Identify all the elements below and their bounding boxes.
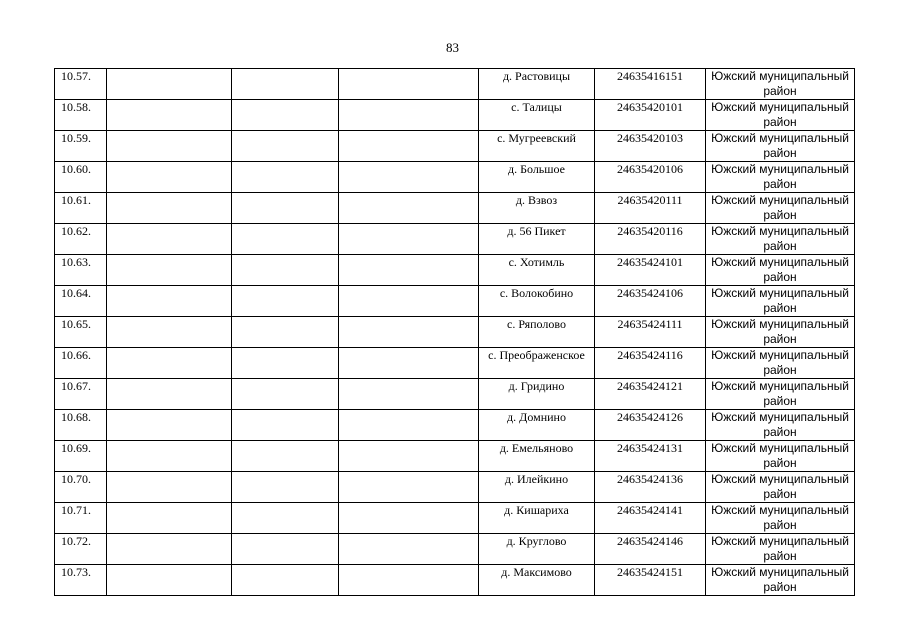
oktmo-code-cell: 24635424131 [595, 441, 706, 472]
district-cell: Южский муниципальный район [706, 193, 855, 224]
district-cell: Южский муниципальный район [706, 379, 855, 410]
table-row [55, 193, 855, 224]
empty-cell [232, 503, 339, 534]
district-cell: Южский муниципальный район [706, 503, 855, 534]
empty-cell [339, 472, 479, 503]
empty-cell [232, 286, 339, 317]
page-number: 83 [446, 40, 459, 55]
oktmo-code-cell: 24635420111 [595, 193, 706, 224]
empty-cell [339, 131, 479, 162]
row-number-cell: 10.63. [55, 255, 107, 286]
district-cell: Южский муниципальный район [706, 441, 855, 472]
empty-cell [232, 162, 339, 193]
settlement-name-cell: с. Преображенское [479, 348, 595, 379]
oktmo-code-cell: 24635420116 [595, 224, 706, 255]
settlement-name-cell: с. Талицы [479, 100, 595, 131]
empty-cell [339, 255, 479, 286]
district-cell: Южский муниципальный район [706, 131, 855, 162]
table-row [55, 131, 855, 162]
oktmo-code-cell: 24635424146 [595, 534, 706, 565]
district-cell: Южский муниципальный район [706, 534, 855, 565]
row-number-cell: 10.68. [55, 410, 107, 441]
empty-cell [339, 348, 479, 379]
empty-cell [232, 472, 339, 503]
oktmo-code-cell: 24635424126 [595, 410, 706, 441]
oktmo-code-cell: 24635416151 [595, 69, 706, 100]
settlement-name-cell: с. Волокобино [479, 286, 595, 317]
empty-cell [339, 441, 479, 472]
empty-cell [232, 348, 339, 379]
table-row [55, 410, 855, 441]
table-row [55, 441, 855, 472]
empty-cell [232, 534, 339, 565]
table-row [55, 100, 855, 131]
row-number-cell: 10.67. [55, 379, 107, 410]
empty-cell [107, 255, 232, 286]
district-cell: Южский муниципальный район [706, 286, 855, 317]
oktmo-code-cell: 24635424141 [595, 503, 706, 534]
row-number-cell: 10.69. [55, 441, 107, 472]
settlement-name-cell: д. Емельяново [479, 441, 595, 472]
empty-cell [107, 100, 232, 131]
table-row [55, 348, 855, 379]
district-cell: Южский муниципальный район [706, 162, 855, 193]
settlement-name-cell: с. Ряполово [479, 317, 595, 348]
oktmo-code-cell: 24635424121 [595, 379, 706, 410]
empty-cell [107, 193, 232, 224]
empty-cell [339, 503, 479, 534]
settlement-name-cell: д. 56 Пикет [479, 224, 595, 255]
empty-cell [107, 348, 232, 379]
table-row [55, 379, 855, 410]
district-cell: Южский муниципальный район [706, 565, 855, 596]
empty-cell [232, 100, 339, 131]
row-number-cell: 10.64. [55, 286, 107, 317]
empty-cell [232, 565, 339, 596]
district-cell: Южский муниципальный район [706, 348, 855, 379]
settlement-name-cell: д. Большое [479, 162, 595, 193]
table-row [55, 503, 855, 534]
oktmo-code-cell: 24635424116 [595, 348, 706, 379]
empty-cell [232, 131, 339, 162]
settlement-name-cell: с. Мугреевский [479, 131, 595, 162]
district-cell: Южский муниципальный район [706, 472, 855, 503]
table-row [55, 255, 855, 286]
empty-cell [339, 317, 479, 348]
empty-cell [107, 503, 232, 534]
settlement-name-cell: д. Круглово [479, 534, 595, 565]
empty-cell [232, 379, 339, 410]
empty-cell [107, 162, 232, 193]
table-row [55, 162, 855, 193]
empty-cell [107, 441, 232, 472]
table-row [55, 286, 855, 317]
oktmo-code-cell: 24635424136 [595, 472, 706, 503]
empty-cell [107, 410, 232, 441]
table-row [55, 317, 855, 348]
empty-cell [232, 410, 339, 441]
empty-cell [107, 224, 232, 255]
settlement-name-cell: д. Взвоз [479, 193, 595, 224]
empty-cell [107, 131, 232, 162]
empty-cell [232, 317, 339, 348]
empty-cell [339, 410, 479, 441]
row-number-cell: 10.59. [55, 131, 107, 162]
row-number-cell: 10.73. [55, 565, 107, 596]
empty-cell [339, 162, 479, 193]
table-row [55, 69, 855, 100]
district-cell: Южский муниципальный район [706, 224, 855, 255]
empty-cell [339, 534, 479, 565]
table-body [55, 69, 855, 596]
row-number-cell: 10.58. [55, 100, 107, 131]
oktmo-code-cell: 24635424101 [595, 255, 706, 286]
table-row [55, 534, 855, 565]
empty-cell [339, 224, 479, 255]
row-number-cell: 10.57. [55, 69, 107, 100]
row-number-cell: 10.65. [55, 317, 107, 348]
empty-cell [339, 379, 479, 410]
empty-cell [107, 69, 232, 100]
empty-cell [339, 69, 479, 100]
row-number-cell: 10.60. [55, 162, 107, 193]
empty-cell [339, 193, 479, 224]
oktmo-code-cell: 24635420106 [595, 162, 706, 193]
empty-cell [339, 286, 479, 317]
row-number-cell: 10.71. [55, 503, 107, 534]
empty-cell [107, 472, 232, 503]
row-number-cell: 10.72. [55, 534, 107, 565]
row-number-cell: 10.70. [55, 472, 107, 503]
settlement-name-cell: с. Хотимль [479, 255, 595, 286]
empty-cell [232, 255, 339, 286]
empty-cell [232, 193, 339, 224]
empty-cell [232, 69, 339, 100]
empty-cell [107, 534, 232, 565]
empty-cell [339, 565, 479, 596]
settlement-name-cell: д. Растовицы [479, 69, 595, 100]
settlement-name-cell: д. Максимово [479, 565, 595, 596]
empty-cell [339, 100, 479, 131]
oktmo-code-cell: 24635424106 [595, 286, 706, 317]
oktmo-code-cell: 24635420103 [595, 131, 706, 162]
empty-cell [232, 441, 339, 472]
district-cell: Южский муниципальный район [706, 255, 855, 286]
oktmo-code-cell: 24635424111 [595, 317, 706, 348]
settlement-name-cell: д. Домнино [479, 410, 595, 441]
row-number-cell: 10.61. [55, 193, 107, 224]
district-cell: Южский муниципальный район [706, 100, 855, 131]
oktmo-code-cell: 24635424151 [595, 565, 706, 596]
row-number-cell: 10.62. [55, 224, 107, 255]
table-row [55, 565, 855, 596]
empty-cell [107, 286, 232, 317]
settlement-name-cell: д. Гридино [479, 379, 595, 410]
empty-cell [232, 224, 339, 255]
district-cell: Южский муниципальный район [706, 69, 855, 100]
settlement-name-cell: д. Кишариха [479, 503, 595, 534]
oktmo-code-cell: 24635420101 [595, 100, 706, 131]
row-number-cell: 10.66. [55, 348, 107, 379]
empty-cell [107, 317, 232, 348]
empty-cell [107, 379, 232, 410]
table-row [55, 224, 855, 255]
empty-cell [107, 565, 232, 596]
settlements-table [54, 68, 855, 596]
settlement-name-cell: д. Илейкино [479, 472, 595, 503]
district-cell: Южский муниципальный район [706, 317, 855, 348]
district-cell: Южский муниципальный район [706, 410, 855, 441]
table-row [55, 472, 855, 503]
